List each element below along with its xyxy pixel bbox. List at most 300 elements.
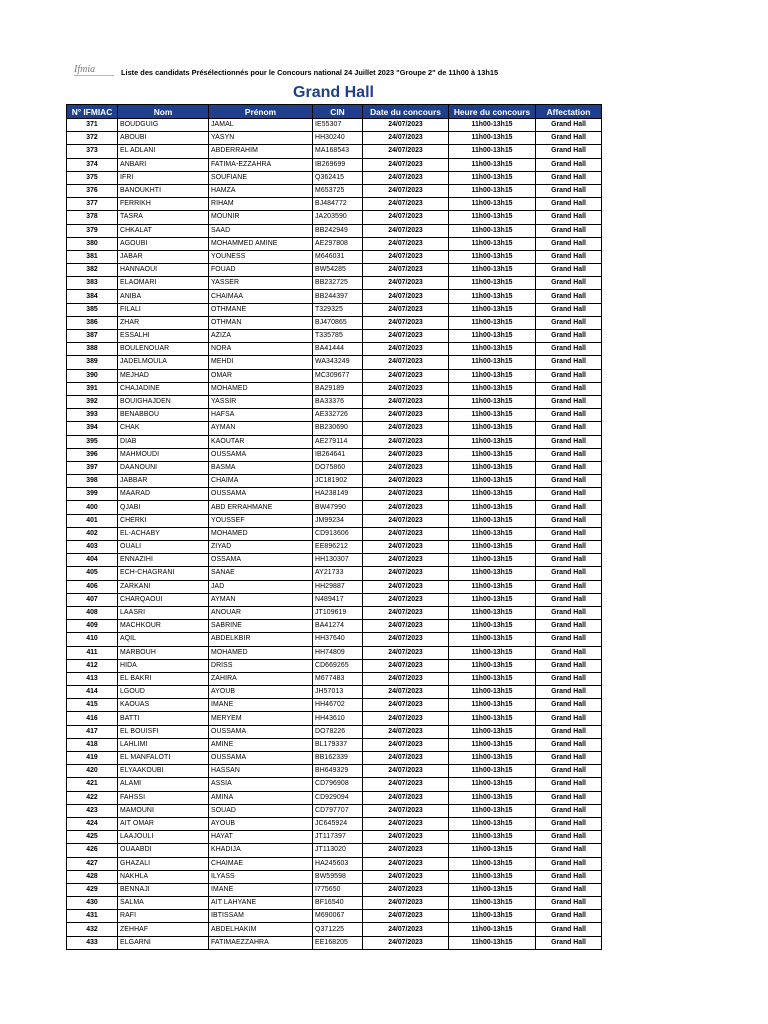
column-header-heure: Heure du concours	[449, 105, 536, 119]
cell-date: 24/07/2023	[363, 870, 449, 883]
cell-nom: JABBAR	[118, 475, 209, 488]
cell-prenom: SANAE	[209, 567, 313, 580]
table-row	[67, 738, 602, 751]
cell-heure: 11h00-13h15	[449, 250, 536, 263]
cell-cin: JT113020	[313, 844, 363, 857]
cell-date: 24/07/2023	[363, 541, 449, 554]
cell-number: 387	[67, 330, 118, 343]
cell-nom: ELGARNI	[118, 936, 209, 949]
cell-affectation: Grand Hall	[536, 606, 602, 619]
cell-date: 24/07/2023	[363, 303, 449, 316]
column-header-date: Date du concours	[363, 105, 449, 119]
cell-nom: NAKHLA	[118, 870, 209, 883]
cell-nom: FERRIKH	[118, 198, 209, 211]
cell-cin: BH649329	[313, 765, 363, 778]
cell-cin: JC181902	[313, 475, 363, 488]
cell-prenom: AMINE	[209, 738, 313, 751]
cell-number: 376	[67, 184, 118, 197]
cell-date: 24/07/2023	[363, 527, 449, 540]
cell-affectation: Grand Hall	[536, 910, 602, 923]
cell-affectation: Grand Hall	[536, 250, 602, 263]
cell-cin: HH130307	[313, 554, 363, 567]
cell-affectation: Grand Hall	[536, 422, 602, 435]
cell-prenom: HAYAT	[209, 831, 313, 844]
cell-number: 412	[67, 659, 118, 672]
cell-prenom: KAOUTAR	[209, 435, 313, 448]
cell-prenom: AMINA	[209, 791, 313, 804]
cell-nom: IFRI	[118, 171, 209, 184]
cell-nom: KAOUAS	[118, 699, 209, 712]
cell-heure: 11h00-13h15	[449, 712, 536, 725]
cell-prenom: OUSSAMA	[209, 448, 313, 461]
cell-cin: BB162339	[313, 752, 363, 765]
cell-number: 394	[67, 422, 118, 435]
cell-cin: IB264641	[313, 448, 363, 461]
cell-heure: 11h00-13h15	[449, 119, 536, 132]
cell-prenom: ZAHIRA	[209, 672, 313, 685]
cell-prenom: OUSSAMA	[209, 752, 313, 765]
cell-number: 414	[67, 686, 118, 699]
cell-date: 24/07/2023	[363, 343, 449, 356]
cell-date: 24/07/2023	[363, 448, 449, 461]
cell-heure: 11h00-13h15	[449, 277, 536, 290]
cell-nom: ANIBA	[118, 290, 209, 303]
cell-heure: 11h00-13h15	[449, 699, 536, 712]
cell-date: 24/07/2023	[363, 857, 449, 870]
table-row	[67, 435, 602, 448]
cell-number: 429	[67, 883, 118, 896]
table-row	[67, 343, 602, 356]
cell-number: 390	[67, 369, 118, 382]
cell-affectation: Grand Hall	[536, 738, 602, 751]
cell-cin: BA41274	[313, 620, 363, 633]
cell-prenom: OSSAMA	[209, 554, 313, 567]
cell-prenom: FOUAD	[209, 264, 313, 277]
table-row	[67, 277, 602, 290]
table-row	[67, 475, 602, 488]
cell-affectation: Grand Hall	[536, 659, 602, 672]
table-row	[67, 593, 602, 606]
cell-affectation: Grand Hall	[536, 791, 602, 804]
cell-number: 426	[67, 844, 118, 857]
cell-number: 378	[67, 211, 118, 224]
column-header-nom: Nom	[118, 105, 209, 119]
cell-affectation: Grand Hall	[536, 145, 602, 158]
table-row	[67, 606, 602, 619]
cell-number: 389	[67, 356, 118, 369]
table-row	[67, 791, 602, 804]
cell-heure: 11h00-13h15	[449, 448, 536, 461]
cell-affectation: Grand Hall	[536, 672, 602, 685]
cell-nom: ZHAR	[118, 316, 209, 329]
cell-cin: JA203590	[313, 211, 363, 224]
table-row	[67, 567, 602, 580]
cell-number: 396	[67, 448, 118, 461]
cell-heure: 11h00-13h15	[449, 923, 536, 936]
cell-number: 416	[67, 712, 118, 725]
cell-heure: 11h00-13h15	[449, 659, 536, 672]
cell-date: 24/07/2023	[363, 910, 449, 923]
cell-date: 24/07/2023	[363, 132, 449, 145]
table-row	[67, 198, 602, 211]
cell-heure: 11h00-13h15	[449, 897, 536, 910]
table-row	[67, 686, 602, 699]
cell-cin: BA41444	[313, 343, 363, 356]
table-row	[67, 897, 602, 910]
cell-number: 401	[67, 514, 118, 527]
cell-date: 24/07/2023	[363, 804, 449, 817]
table-row	[67, 264, 602, 277]
cell-prenom: YOUSSEF	[209, 514, 313, 527]
cell-nom: BENABBOU	[118, 409, 209, 422]
cell-date: 24/07/2023	[363, 646, 449, 659]
cell-prenom: YASYN	[209, 132, 313, 145]
cell-nom: ZARKANI	[118, 580, 209, 593]
cell-date: 24/07/2023	[363, 224, 449, 237]
cell-prenom: ASSIA	[209, 778, 313, 791]
cell-heure: 11h00-13h15	[449, 686, 536, 699]
cell-cin: M690067	[313, 910, 363, 923]
cell-cin: HA245603	[313, 857, 363, 870]
cell-heure: 11h00-13h15	[449, 501, 536, 514]
cell-nom: AGOUBI	[118, 237, 209, 250]
cell-cin: I775650	[313, 883, 363, 896]
table-row	[67, 461, 602, 474]
cell-heure: 11h00-13h15	[449, 422, 536, 435]
cell-nom: AIT OMAR	[118, 817, 209, 830]
cell-prenom: AZIZA	[209, 330, 313, 343]
cell-affectation: Grand Hall	[536, 752, 602, 765]
cell-cin: CD796908	[313, 778, 363, 791]
table-row	[67, 119, 602, 132]
table-row	[67, 409, 602, 422]
cell-cin: BW47990	[313, 501, 363, 514]
table-row	[67, 778, 602, 791]
cell-heure: 11h00-13h15	[449, 290, 536, 303]
cell-number: 427	[67, 857, 118, 870]
cell-cin: AE332726	[313, 409, 363, 422]
table-row	[67, 132, 602, 145]
hall-title: Grand Hall	[293, 84, 374, 101]
cell-heure: 11h00-13h15	[449, 910, 536, 923]
table-row	[67, 831, 602, 844]
cell-number: 391	[67, 382, 118, 395]
cell-heure: 11h00-13h15	[449, 646, 536, 659]
cell-affectation: Grand Hall	[536, 475, 602, 488]
table-row	[67, 699, 602, 712]
cell-cin: N489417	[313, 593, 363, 606]
cell-cin: M677483	[313, 672, 363, 685]
cell-nom: OUALI	[118, 541, 209, 554]
cell-number: 422	[67, 791, 118, 804]
cell-heure: 11h00-13h15	[449, 554, 536, 567]
cell-number: 413	[67, 672, 118, 685]
cell-affectation: Grand Hall	[536, 224, 602, 237]
logo-underline	[74, 75, 114, 76]
cell-number: 425	[67, 831, 118, 844]
cell-heure: 11h00-13h15	[449, 475, 536, 488]
cell-prenom: MERYEM	[209, 712, 313, 725]
cell-heure: 11h00-13h15	[449, 461, 536, 474]
cell-date: 24/07/2023	[363, 659, 449, 672]
cell-nom: DAANOUNI	[118, 461, 209, 474]
cell-affectation: Grand Hall	[536, 382, 602, 395]
table-row	[67, 712, 602, 725]
table-row	[67, 541, 602, 554]
cell-heure: 11h00-13h15	[449, 804, 536, 817]
cell-affectation: Grand Hall	[536, 488, 602, 501]
cell-prenom: BASMA	[209, 461, 313, 474]
cell-cin: BB230690	[313, 422, 363, 435]
cell-heure: 11h00-13h15	[449, 158, 536, 171]
cell-heure: 11h00-13h15	[449, 672, 536, 685]
cell-number: 388	[67, 343, 118, 356]
cell-prenom: MEHDI	[209, 356, 313, 369]
cell-heure: 11h00-13h15	[449, 765, 536, 778]
cell-cin: HA238149	[313, 488, 363, 501]
cell-prenom: ZIYAD	[209, 541, 313, 554]
cell-date: 24/07/2023	[363, 184, 449, 197]
cell-prenom: RIHAM	[209, 198, 313, 211]
cell-affectation: Grand Hall	[536, 171, 602, 184]
cell-date: 24/07/2023	[363, 250, 449, 263]
table-row	[67, 448, 602, 461]
cell-heure: 11h00-13h15	[449, 171, 536, 184]
table-row	[67, 923, 602, 936]
table-row	[67, 672, 602, 685]
cell-affectation: Grand Hall	[536, 712, 602, 725]
cell-cin: AY21733	[313, 567, 363, 580]
cell-nom: BOUDGUIG	[118, 119, 209, 132]
cell-affectation: Grand Hall	[536, 501, 602, 514]
cell-nom: ZEHHAF	[118, 923, 209, 936]
cell-number: 428	[67, 870, 118, 883]
cell-affectation: Grand Hall	[536, 369, 602, 382]
cell-nom: DIAB	[118, 435, 209, 448]
cell-prenom: DRISS	[209, 659, 313, 672]
cell-date: 24/07/2023	[363, 817, 449, 830]
cell-number: 371	[67, 119, 118, 132]
table-header-row	[67, 105, 602, 119]
cell-heure: 11h00-13h15	[449, 857, 536, 870]
cell-prenom: YASSIR	[209, 395, 313, 408]
cell-heure: 11h00-13h15	[449, 198, 536, 211]
cell-affectation: Grand Hall	[536, 435, 602, 448]
cell-date: 24/07/2023	[363, 752, 449, 765]
cell-nom: MACHKOUR	[118, 620, 209, 633]
cell-nom: LAAJOULI	[118, 831, 209, 844]
cell-date: 24/07/2023	[363, 738, 449, 751]
cell-nom: BOULENOUAR	[118, 343, 209, 356]
cell-prenom: IMANE	[209, 699, 313, 712]
cell-heure: 11h00-13h15	[449, 224, 536, 237]
ifmia-logo: Ifmia	[74, 64, 96, 75]
cell-nom: HIDA	[118, 659, 209, 672]
cell-nom: RAFI	[118, 910, 209, 923]
cell-affectation: Grand Hall	[536, 567, 602, 580]
candidates-table	[66, 104, 602, 950]
cell-date: 24/07/2023	[363, 395, 449, 408]
cell-heure: 11h00-13h15	[449, 488, 536, 501]
cell-prenom: ABDELHAKIM	[209, 923, 313, 936]
cell-date: 24/07/2023	[363, 264, 449, 277]
cell-number: 395	[67, 435, 118, 448]
cell-affectation: Grand Hall	[536, 356, 602, 369]
table-row	[67, 158, 602, 171]
cell-number: 392	[67, 395, 118, 408]
cell-affectation: Grand Hall	[536, 409, 602, 422]
cell-heure: 11h00-13h15	[449, 817, 536, 830]
cell-affectation: Grand Hall	[536, 633, 602, 646]
cell-nom: JADELMOULA	[118, 356, 209, 369]
cell-heure: 11h00-13h15	[449, 870, 536, 883]
cell-date: 24/07/2023	[363, 831, 449, 844]
cell-nom: GHAZALI	[118, 857, 209, 870]
cell-affectation: Grand Hall	[536, 883, 602, 896]
cell-heure: 11h00-13h15	[449, 567, 536, 580]
cell-nom: MARBOUH	[118, 646, 209, 659]
cell-prenom: ILYASS	[209, 870, 313, 883]
cell-heure: 11h00-13h15	[449, 211, 536, 224]
cell-number: 433	[67, 936, 118, 949]
cell-cin: M653725	[313, 184, 363, 197]
cell-cin: DO78226	[313, 725, 363, 738]
cell-number: 402	[67, 527, 118, 540]
cell-cin: BJ470865	[313, 316, 363, 329]
cell-prenom: ABDELKBIR	[209, 633, 313, 646]
cell-nom: BANOUKHTI	[118, 184, 209, 197]
cell-date: 24/07/2023	[363, 277, 449, 290]
cell-affectation: Grand Hall	[536, 461, 602, 474]
cell-nom: CHERKI	[118, 514, 209, 527]
table-row	[67, 646, 602, 659]
cell-number: 399	[67, 488, 118, 501]
cell-cin: BF16540	[313, 897, 363, 910]
cell-prenom: AYMAN	[209, 593, 313, 606]
cell-number: 375	[67, 171, 118, 184]
cell-date: 24/07/2023	[363, 686, 449, 699]
cell-date: 24/07/2023	[363, 883, 449, 896]
cell-number: 407	[67, 593, 118, 606]
cell-prenom: ABDERRAHIM	[209, 145, 313, 158]
cell-heure: 11h00-13h15	[449, 778, 536, 791]
cell-nom: OUAABDI	[118, 844, 209, 857]
cell-prenom: KHADIJA	[209, 844, 313, 857]
table-row	[67, 356, 602, 369]
cell-number: 379	[67, 224, 118, 237]
cell-cin: CD913606	[313, 527, 363, 540]
cell-number: 419	[67, 752, 118, 765]
cell-affectation: Grand Hall	[536, 686, 602, 699]
cell-heure: 11h00-13h15	[449, 844, 536, 857]
cell-prenom: OMAR	[209, 369, 313, 382]
cell-number: 385	[67, 303, 118, 316]
table-row	[67, 725, 602, 738]
cell-affectation: Grand Hall	[536, 527, 602, 540]
cell-affectation: Grand Hall	[536, 290, 602, 303]
cell-affectation: Grand Hall	[536, 778, 602, 791]
cell-date: 24/07/2023	[363, 791, 449, 804]
cell-date: 24/07/2023	[363, 593, 449, 606]
cell-date: 24/07/2023	[363, 606, 449, 619]
cell-date: 24/07/2023	[363, 699, 449, 712]
table-row	[67, 330, 602, 343]
cell-prenom: YOUNESS	[209, 250, 313, 263]
cell-prenom: JAD	[209, 580, 313, 593]
cell-nom: ANBARI	[118, 158, 209, 171]
cell-date: 24/07/2023	[363, 369, 449, 382]
cell-cin: CD929094	[313, 791, 363, 804]
cell-heure: 11h00-13h15	[449, 620, 536, 633]
cell-number: 424	[67, 817, 118, 830]
cell-cin: HH37640	[313, 633, 363, 646]
cell-prenom: AYOUB	[209, 686, 313, 699]
cell-affectation: Grand Hall	[536, 237, 602, 250]
cell-affectation: Grand Hall	[536, 725, 602, 738]
cell-prenom: MOHAMMED AMINE	[209, 237, 313, 250]
cell-prenom: MOUNIR	[209, 211, 313, 224]
cell-prenom: AYMAN	[209, 422, 313, 435]
cell-nom: CHKALAT	[118, 224, 209, 237]
cell-heure: 11h00-13h15	[449, 184, 536, 197]
table-row	[67, 316, 602, 329]
cell-number: 386	[67, 316, 118, 329]
table-row	[67, 870, 602, 883]
cell-date: 24/07/2023	[363, 567, 449, 580]
cell-nom: MEJHAD	[118, 369, 209, 382]
cell-heure: 11h00-13h15	[449, 356, 536, 369]
cell-number: 381	[67, 250, 118, 263]
cell-affectation: Grand Hall	[536, 184, 602, 197]
table-row	[67, 620, 602, 633]
cell-heure: 11h00-13h15	[449, 264, 536, 277]
cell-prenom: SOUAD	[209, 804, 313, 817]
cell-number: 404	[67, 554, 118, 567]
cell-number: 406	[67, 580, 118, 593]
cell-cin: JC645924	[313, 817, 363, 830]
table-row	[67, 633, 602, 646]
cell-nom: FAHSSI	[118, 791, 209, 804]
cell-date: 24/07/2023	[363, 290, 449, 303]
cell-heure: 11h00-13h15	[449, 883, 536, 896]
cell-date: 24/07/2023	[363, 936, 449, 949]
cell-heure: 11h00-13h15	[449, 541, 536, 554]
cell-affectation: Grand Hall	[536, 646, 602, 659]
cell-heure: 11h00-13h15	[449, 752, 536, 765]
cell-heure: 11h00-13h15	[449, 409, 536, 422]
cell-number: 415	[67, 699, 118, 712]
cell-prenom: HASSAN	[209, 765, 313, 778]
cell-nom: ABOUBI	[118, 132, 209, 145]
cell-affectation: Grand Hall	[536, 844, 602, 857]
cell-prenom: OTHMAN	[209, 316, 313, 329]
cell-nom: SALMA	[118, 897, 209, 910]
table-row	[67, 171, 602, 184]
cell-affectation: Grand Hall	[536, 831, 602, 844]
cell-nom: EL BOUISFI	[118, 725, 209, 738]
cell-number: 380	[67, 237, 118, 250]
cell-number: 382	[67, 264, 118, 277]
cell-date: 24/07/2023	[363, 633, 449, 646]
cell-date: 24/07/2023	[363, 171, 449, 184]
cell-affectation: Grand Hall	[536, 897, 602, 910]
cell-prenom: SAAD	[209, 224, 313, 237]
cell-cin: BA29189	[313, 382, 363, 395]
table-row	[67, 290, 602, 303]
cell-nom: ALAMI	[118, 778, 209, 791]
cell-nom: ENNAZIHI	[118, 554, 209, 567]
table-row	[67, 303, 602, 316]
